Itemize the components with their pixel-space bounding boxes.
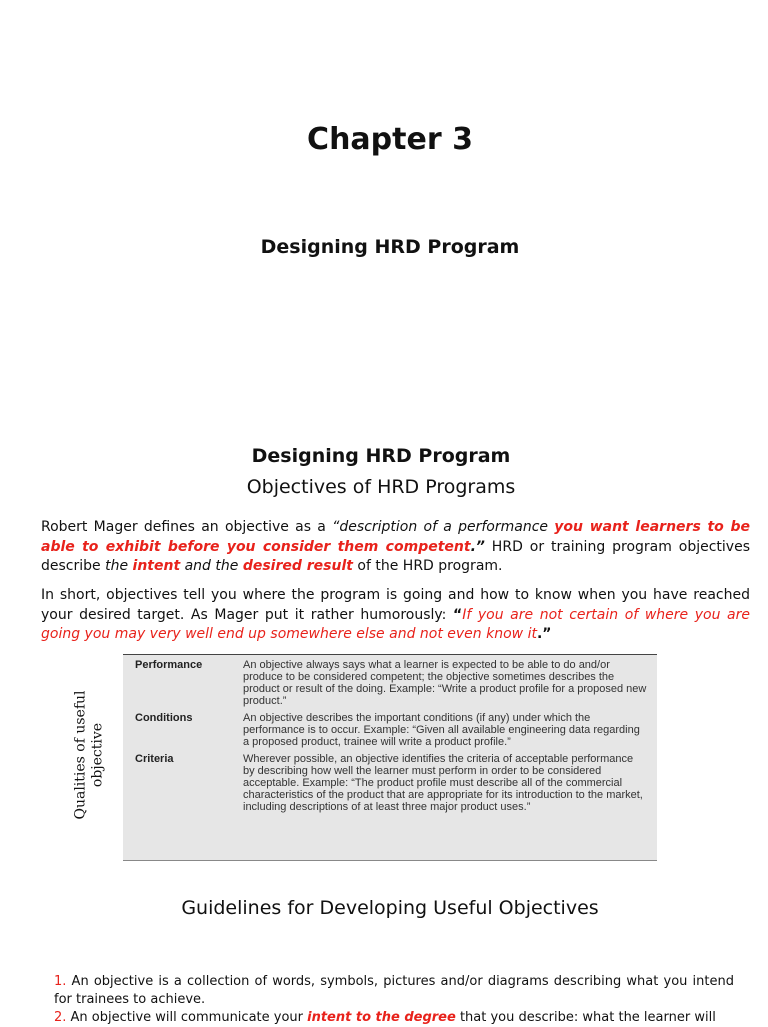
para1-italic: and the (180, 558, 243, 574)
para1-emphasis: you want learners to be able to exhibit before (41, 519, 750, 555)
side-label-line: Qualities of useful (72, 690, 89, 820)
side-label-line: objective (89, 722, 106, 788)
para2-quote: If you are not certain of where you are going you may very well end up somewhere else and not even know it (41, 606, 750, 642)
para1-text: Robert Mager defines an objective as a (41, 519, 333, 535)
quality-definition: An objective describes the important conditions (if any) under which the performance is to occur. Example: “Given all available engineering data regarding a proposed product, trainee will write a product profile.” (243, 712, 640, 748)
section-subheading: Objectives of HRD Programs (246, 476, 516, 498)
list-item-emphasis: intent to the degree (307, 1010, 456, 1025)
para1-italic: the (105, 558, 133, 574)
chapter-subtitle: Designing HRD Program (260, 236, 520, 258)
quality-term: Conditions (135, 712, 193, 724)
list-item-text: that you describe: what the learner will (455, 1010, 716, 1025)
para2-text: In short, objectives tell you where the program is going and how to know when you have reached your desired target. As Mager put it rather humorously: (41, 587, 750, 623)
para1-text: HRD or training program objectives describe (41, 538, 750, 574)
table-row (123, 659, 657, 707)
qualities-table (123, 654, 657, 861)
mager-definition-paragraph (41, 518, 750, 577)
list-item-text: An objective is a collection of words, symbols, pictures and/or diagrams describing what you intend for trainees to achieve. (54, 974, 734, 1007)
para1-quote: “description of a performance (332, 519, 555, 535)
para1-quote-close: .” (470, 538, 485, 555)
para2-quote-close: .” (536, 626, 552, 642)
table-row (123, 753, 657, 813)
para1-emphasis: you consider them competent (226, 538, 471, 555)
list-item-text: An objective will communicate your (66, 1010, 308, 1025)
guidelines-title: Guidelines for Developing Useful Objectives (181, 897, 599, 919)
list-item (54, 973, 734, 1009)
list-item (54, 1009, 734, 1027)
list-item-number: 1. (54, 974, 67, 989)
para2-quote-open: “ (452, 606, 463, 623)
quality-term: Performance (135, 659, 203, 671)
quality-term: Criteria (135, 753, 174, 765)
section-heading: Designing HRD Program (251, 445, 511, 467)
quality-definition: Wherever possible, an objective identifies the criteria of acceptable performance by describing how well the learner must perform in order to be considered acceptable. Example: “The product profile must describe all of the commercial characteristics of the product that are appropriate for its introduction to the market, including descriptions of at least three major product uses.” (243, 753, 643, 813)
table-row (123, 712, 657, 748)
quality-definition: An objective always says what a learner is expected to be able to do and/or produce to be considered competent; the objective sometimes describes the product or result of the doing. Example: “Write a product profile for a proposed new product.” (243, 659, 647, 707)
mager-quote-paragraph (41, 586, 750, 645)
chapter-title: Chapter 3 (307, 122, 473, 157)
para1-text: of the HRD program. (352, 558, 503, 574)
para1-emphasis: desired result (242, 558, 353, 574)
list-item-number: 2. (54, 1010, 67, 1025)
guidelines-list (54, 973, 734, 1027)
para1-emphasis: intent (132, 558, 181, 574)
